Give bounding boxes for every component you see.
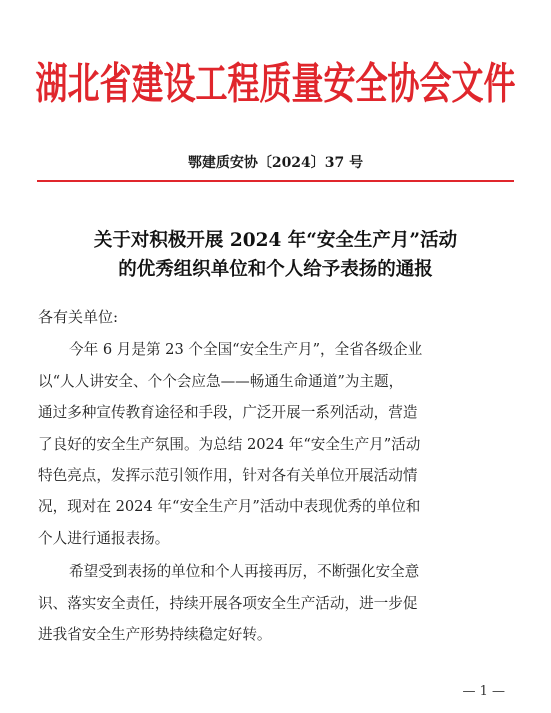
organization-header-title: 湖北省建设工程质量安全协会文件 — [35, 58, 516, 110]
paragraph-1-line: 特色亮点，发挥示范引领作用，针对各有关单位开展活动情 — [38, 467, 418, 484]
notice-title-line-1: 关于对积极开展 2024 年“安全生产月”活动 — [93, 230, 458, 251]
paragraph-2-line: 识、落实安全责任，持续开展各项安全生产活动，进一步促 — [38, 595, 418, 612]
document-number: 鄂建质安协〔2024〕37 号 — [187, 155, 364, 171]
notice-title-line-2: 的优秀组织单位和个人给予表扬的通报 — [118, 259, 433, 280]
paragraph-2-line: 希望受到表扬的单位和个人再接再厉，不断强化安全意 — [69, 563, 420, 580]
paragraph-1-line: 了良好的安全生产氛围。为总结 2024 年“安全生产月”活动 — [38, 436, 421, 453]
paragraph-1-line: 个人进行通报表扬。 — [38, 530, 170, 547]
paragraph-2-line: 进我省安全生产形势持续稳定好转。 — [38, 626, 272, 643]
paragraph-1-line: 况，现对在 2024 年“安全生产月”活动中表现优秀的单位和 — [38, 498, 421, 515]
paragraph-1-line: 今年 6 月是第 23 个全国“安全生产月”，全省各级企业 — [69, 341, 423, 358]
salutation: 各有关单位: — [38, 308, 119, 326]
paragraph-1-line: 通过多种宣传教育途径和手段，广泛开展一系列活动，营造 — [38, 404, 418, 421]
page-number: — 1 — — [462, 684, 505, 699]
paragraph-1-line: 以“人人讲安全、个个会应急——畅通生命通道”为主题， — [38, 373, 404, 390]
red-divider-line — [37, 180, 514, 182]
